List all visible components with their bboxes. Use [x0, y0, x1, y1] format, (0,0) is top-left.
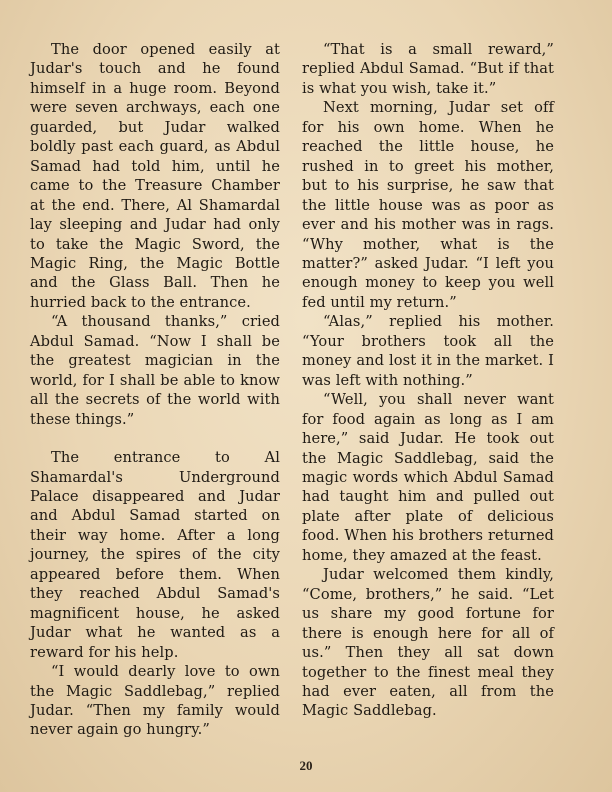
- paragraph: “Well, you shall never want for food again as long as I am here,” said Judar. He took out the Magic Saddlebag, said the magic words which Abdul Samad had taught him and pulled out plate after plate of delicious food. When his brothers returned home, they amazed at the feast.: [302, 391, 554, 564]
- paragraph: The entrance to Al Shamardal's Underground Palace disappeared and Judar and Abdul Samad started on their way home. After a long journey, the spires of the city appeared before them. When they reached Abdul Samad's magnificent house, he asked Judar what he wanted as a reward for his help.: [30, 449, 280, 661]
- paragraph: Judar welcomed them kindly, “Come, brothers,” he said. “Let us share my good fortune for there is enough here for all of us.” Then they all sat down together to the finest meal they had ever eaten, all from the Magic Saddlebag.: [302, 566, 554, 720]
- paragraph: The door opened easily at Judar's touch and he found himself in a huge room. Beyond were seven archways, each one guarded, but Judar walked boldly past each guard, as Abdul Samad had told him, until he came to the Treasure Chamber at the end. There, Al Shamardal lay sleeping and Judar had only to take the Magic Sword, the Magic Ring, the Magic Bottle and the Glass Ball. Then he hurried back to the entrance.: [30, 41, 280, 311]
- left-column: [30, 40, 280, 740]
- paragraph: “That is a small reward,” replied Abdul Samad. “But if that is what you wish, take it.”: [302, 41, 554, 97]
- paragraph: “I would dearly love to own the Magic Saddlebag,” replied Judar. “Then my family would never again go hungry.”: [30, 663, 280, 739]
- paragraph: “A thousand thanks,” cried Abdul Samad. “Now I shall be the greatest magician in the world, for I shall be able to know all the secrets of the world with these things.”: [30, 313, 280, 428]
- paragraph: “Alas,” replied his mother. “Your brothers took all the money and lost it in the market. I was left with nothing.”: [302, 313, 554, 389]
- paragraph: Next morning, Judar set off for his own home. When he reached the little house, he rushed in to greet his mother, but to his surprise, he saw that the little house was as poor as ever and his mother was in rags. “Why mother, what is the matter?” asked Judar. “I left you enough money to keep you well fed until my return.”: [302, 99, 554, 311]
- right-column: [302, 40, 554, 721]
- page-number: 20: [299, 758, 313, 773]
